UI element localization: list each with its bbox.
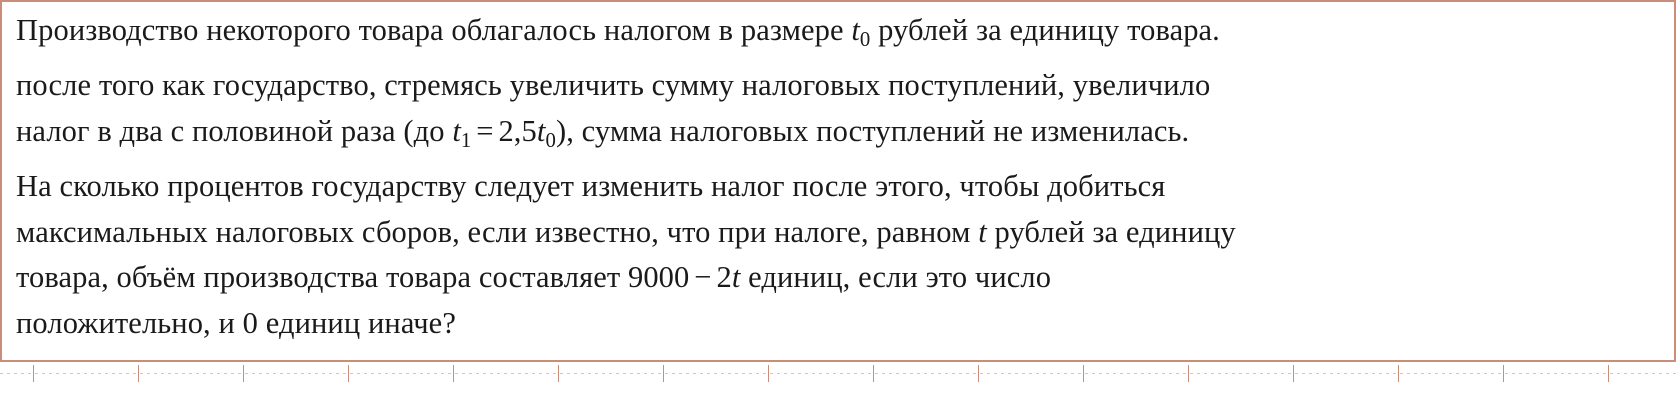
math-t1-equals-2point5-t0: $t_1 = 2,5t_0$: [452, 113, 556, 152]
ruler-tick-marks: [0, 365, 1676, 383]
border-rule-top: [0, 0, 1676, 2]
problem-line-6: [16, 255, 1660, 301]
math-variable-t: t: [978, 214, 987, 249]
problem-line-1: [16, 8, 1660, 63]
problem-line-4: На сколько процентов государству следует изменить налог после этого, чтобы добиться: [16, 169, 1166, 204]
math-equals-sign: =: [476, 113, 494, 148]
line-5-text-after-math: рублей за единицу: [986, 214, 1236, 249]
line-1-text-before-math: Производство некоторого товара облагалось налогом в размере: [16, 13, 852, 47]
problem-paragraph: [16, 8, 1660, 346]
line-6-text-after-math: единиц, если это число: [740, 260, 1052, 295]
border-rule-left: [0, 0, 2, 362]
line-3-text-after-math: ), сумма налоговых поступлений не изменилась.: [555, 113, 1190, 148]
bottom-ruler[interactable]: [0, 363, 1676, 400]
line-3-text-before-math: налог в два с половиной раза (до: [16, 113, 453, 148]
math-coefficient: 2,5: [498, 113, 537, 148]
line-1-text-after-math: рублей за единицу товара.: [870, 13, 1220, 47]
problem-line-7: положительно, и 0 единиц иначе?: [16, 305, 456, 340]
problem-statement: [16, 8, 1660, 346]
line-5-text-before-math: максимальных налоговых сборов, если известно, что при налоге, равном: [16, 214, 979, 249]
problem-line-2: после того как государство, стремясь увеличить сумму налоговых поступлений, увеличило: [16, 68, 1211, 103]
math-9000-minus-2t: 9000 − 2t: [627, 260, 741, 295]
line-6-text-before-math: товара, объём производства товара составляет: [16, 260, 628, 295]
math-minus-sign: −: [694, 260, 712, 295]
border-rule-bottom: [0, 360, 1676, 362]
problem-line-5: [16, 210, 1660, 256]
problem-line-3: [16, 109, 1660, 164]
math-t-sub-0: $t_0$: [851, 13, 871, 51]
